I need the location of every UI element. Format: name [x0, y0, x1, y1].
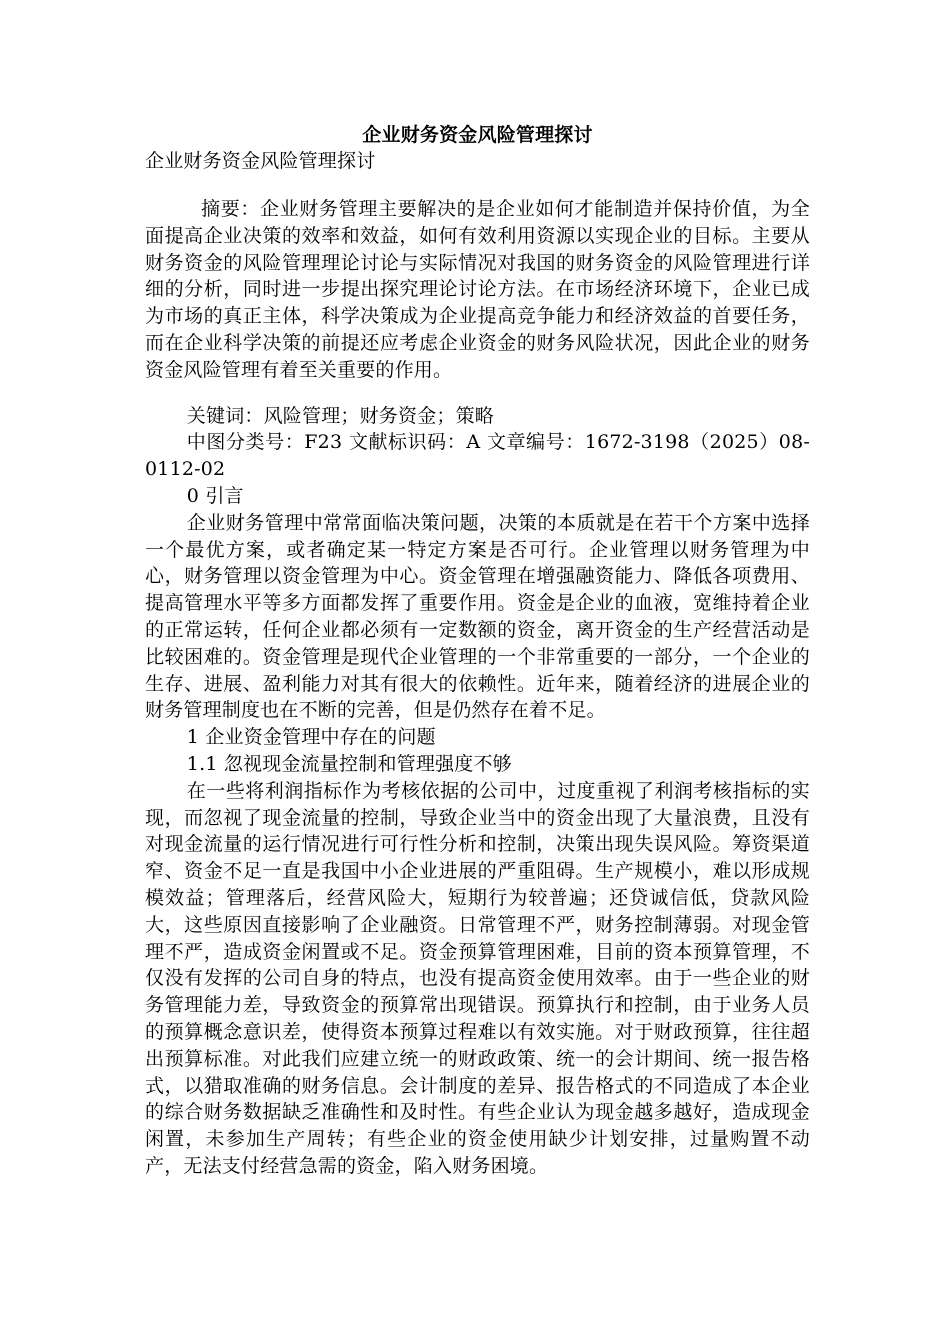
section-heading-1: 1 企业资金管理中存在的问题: [186, 726, 436, 749]
abstract-paragraph: 摘要：企业财务管理主要解决的是企业如何才能制造并保持价值，为全面提高企业决策的效率和效益，如何有效利用资源以实现企业的目标。主要从财务资金的风险管理理论讨论与实际情况对我国的财务资金的风险管理进行详细的分析，同时进一步提出探究理论讨论方法。在市场经济环境下，企业已成为市场的真正主体，科学决策成为企业提高竞争能力和经济效益的首要任务，而在企业科学决策的前提还应考虑企业资金的财务风险状况，因此企业的财务资金风险管理有着至关重要的作用。: [145, 198, 810, 381]
section-1-1-paragraph: 在一些将利润指标作为考核依据的公司中，过度重视了利润考核指标的实现，而忽视了现金流量的控制，导致企业当中的资金出现了大量浪费，且没有对现金流量的运行情况进行可行性分析和控制，决策出现失误风险。筹资渠道窄、资金不足一直是我国中小企业进展的严重阻碍。生产规模小，难以形成规模效益；管理落后，经营风险大，短期行为较普遍；还贷诚信低，贷款风险大，这些原因直接影响了企业融资。日常管理不严，财务控制薄弱。对现金管理不严，造成资金闲置或不足。资金预算管理困难，目前的资本预算管理，不仅没有发挥的公司自身的特点，也没有提高资金使用效率。由于一些企业的财务管理能力差，导致资金的预算常出现错误。预算执行和控制，由于业务人员的预算概念意识差，使得资本预算过程难以有效实施。对于财政预算，往往超出预算标准。对此我们应建立统一的财政政策、统一的会计期间、统一报告格式，以猎取准确的财务信息。会计制度的差异、报告格式的不同造成了本企业的综合财务数据缺乏准确性和及时性。有些企业认为现金越多越好，造成现金闲置，未参加生产周转；有些企业的资金使用缺少计划安排，过量购置不动产，无法支付经营急需的资金，陷入财务困境。: [145, 779, 810, 1177]
document-title: 企业财务资金风险管理探讨: [362, 124, 593, 146]
document-subtitle: 企业财务资金风险管理探讨: [145, 150, 376, 172]
keywords-line: 关键词：风险管理；财务资金；策略: [186, 404, 494, 427]
spacer: [145, 174, 810, 196]
spacer: [145, 384, 810, 403]
section-heading-1-1: 1.1 忽视现金流量控制和管理强度不够: [186, 752, 512, 775]
intro-paragraph: 企业财务管理中常常面临决策问题，决策的本质就是在若干个方案中选择一个最优方案，或者确定某一特定方案是否可行。企业管理以财务管理为中心，财务管理以资金管理为中心。资金管理在增强融资能力、降低各项费用、提高管理水平等多方面都发挥了重要作用。资金是企业的血液，宽维持着企业的正常运转，任何企业都必须有一定数额的资金，离开资金的生产经营活动是比较困难的。资金管理是现代企业管理的一个非常重要的一部分，一个企业的生存、进展、盈利能力对其有很大的依赖性。近年来，随着经济的进展企业的财务管理制度也在不断的完善，但是仍然存在着不足。: [145, 511, 810, 722]
section-heading-intro: 0 引言: [186, 484, 244, 507]
document-page: [145, 122, 810, 1180]
classification-line: 中图分类号：F23 文献标识码：A 文章编号：1672-3198（2025）08-0112-02: [145, 431, 810, 481]
